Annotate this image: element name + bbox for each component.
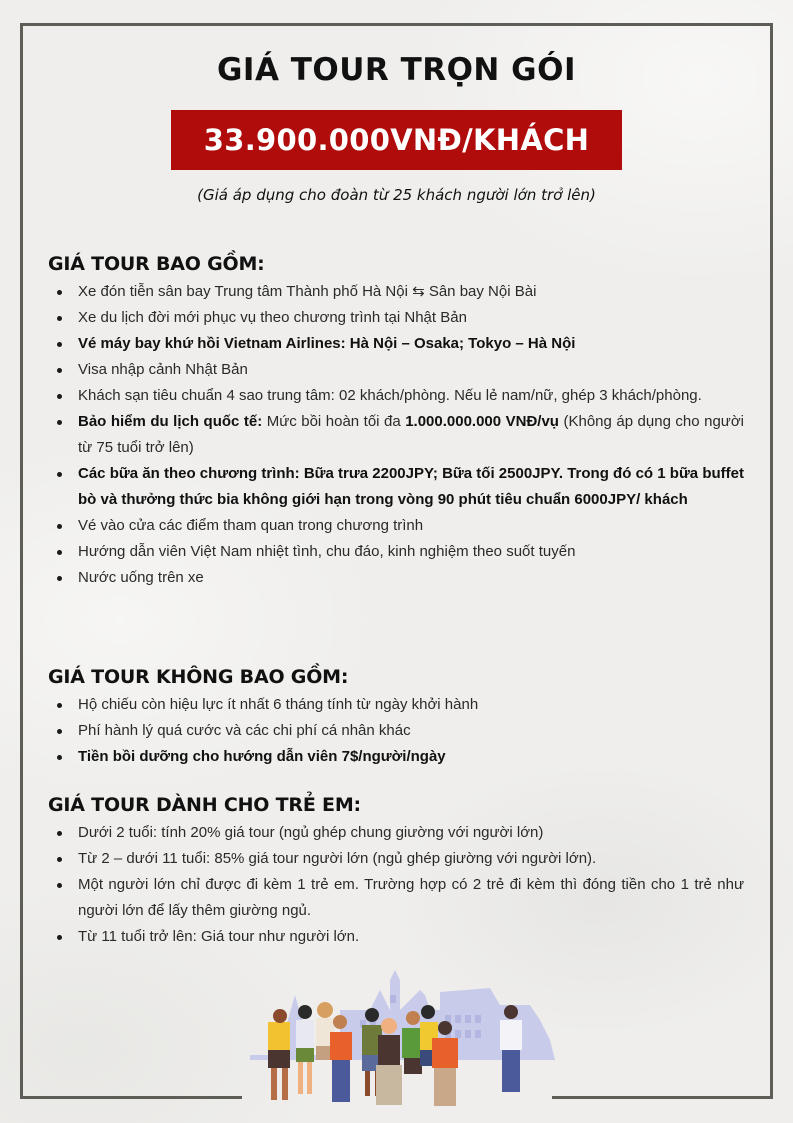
list-item (48, 409, 744, 461)
bullet-icon (57, 316, 62, 321)
bullet-icon (57, 576, 62, 581)
list-item (48, 279, 744, 305)
tour-group-illustration (240, 960, 560, 1110)
list-item (48, 692, 744, 718)
item-text: Dưới 2 tuổi: tính 20% giá tour (ngủ ghép chung giường với người lớn) (78, 824, 544, 841)
included-list (48, 279, 744, 591)
bullet-icon (57, 550, 62, 555)
frame-border-right (770, 23, 773, 1099)
bullet-icon (57, 394, 62, 399)
page-title: GIÁ TOUR TRỌN GÓI (216, 52, 577, 88)
bullet-icon (57, 472, 62, 477)
list-item (48, 565, 744, 591)
item-text: Nước uống trên xe (78, 569, 204, 586)
item-text: Từ 2 – dưới 11 tuổi: 85% giá tour người lớn (ngủ ghép giường với người lớn). (78, 850, 597, 867)
bullet-icon (57, 831, 62, 836)
bullet-icon (57, 729, 62, 734)
list-item (48, 331, 744, 357)
frame-border-left (20, 23, 23, 1099)
list-item (48, 383, 744, 409)
bullet-icon (57, 420, 62, 425)
list-item (48, 305, 744, 331)
bullet-icon (57, 290, 62, 295)
children-heading: GIÁ TOUR DÀNH CHO TRẺ EM: (48, 794, 361, 816)
item-text: Một người lớn chỉ được đi kèm 1 trẻ em. Trường hợp có 2 trẻ đi kèm thì đóng tiền cho 1 trẻ như người lớn để lấy thêm giường ngủ. (78, 876, 744, 919)
list-item (48, 924, 744, 950)
bullet-icon (57, 755, 62, 760)
item-text: Vé vào cửa các điểm tham quan trong chương trình (78, 517, 424, 534)
item-text-bold: Tiền bồi dưỡng cho hướng dẫn viên 7$/người/ngày (78, 748, 446, 765)
list-item (48, 718, 744, 744)
item-text-bold: Vé máy bay khứ hồi Vietnam Airlines: Hà Nội – Osaka; Tokyo – Hà Nội (78, 335, 576, 352)
bullet-icon (57, 368, 62, 373)
list-item (48, 513, 744, 539)
bullet-icon (57, 703, 62, 708)
list-item (48, 461, 744, 513)
item-text-bold: 1.000.000.000 VNĐ/vụ (405, 413, 559, 430)
item-text: Xe du lịch đời mới phục vụ theo chương trình tại Nhật Bản (78, 309, 467, 326)
list-item (48, 357, 744, 383)
item-text: (Không áp dụng cho người từ 75 tuổi trở lên) (78, 413, 744, 456)
item-text-bold: Các bữa ăn theo chương trình: Bữa trưa 2200JPY; Bữa tối 2500JPY. Trong đó có 1 bữa buffet bò và thưởng thức bia không giới hạn trong vòng 90 phút tiêu chuẩn 6000JPY/ khách (78, 465, 744, 508)
included-section (48, 251, 744, 591)
excluded-list (48, 692, 744, 770)
item-text: Xe đón tiễn sân bay Trung tâm Thành phố Hà Nội ⇆ Sân bay Nội Bài (78, 283, 537, 300)
list-item (48, 820, 744, 846)
tour-group-icon (240, 960, 560, 1110)
excluded-section (48, 664, 744, 770)
price-banner (171, 110, 622, 170)
bullet-icon (57, 524, 62, 529)
bullet-icon (57, 857, 62, 862)
frame-border-bottom-right (552, 1096, 773, 1099)
included-heading: GIÁ TOUR BAO GỒM: (48, 253, 265, 275)
list-item (48, 846, 744, 872)
price-value: 33.900.000VNĐ/KHÁCH (203, 123, 590, 157)
item-text: Visa nhập cảnh Nhật Bản (78, 361, 248, 378)
price-note: (Giá áp dụng cho đoàn từ 25 khách người lớn trở lên) (197, 186, 596, 204)
list-item (48, 539, 744, 565)
item-text: Khách sạn tiêu chuẩn 4 sao trung tâm: 02 khách/phòng. Nếu lẻ nam/nữ, ghép 3 khách/phòng. (78, 387, 702, 404)
excluded-heading: GIÁ TOUR KHÔNG BAO GỒM: (48, 666, 349, 688)
frame-border-bottom-left (20, 1096, 242, 1099)
children-list (48, 820, 744, 950)
list-item (48, 744, 744, 770)
item-text-bold: Bảo hiểm du lịch quốc tế: (78, 413, 263, 430)
bullet-icon (57, 342, 62, 347)
item-text: Phí hành lý quá cước và các chi phí cá nhân khác (78, 722, 411, 739)
item-text: Hộ chiếu còn hiệu lực ít nhất 6 tháng tính từ ngày khởi hành (78, 696, 479, 713)
bullet-icon (57, 935, 62, 940)
bullet-icon (57, 883, 62, 888)
item-text: Mức bồi hoàn tối đa (262, 413, 406, 430)
frame-border-top (20, 23, 773, 26)
list-item (48, 872, 744, 924)
children-section (48, 792, 744, 950)
item-text: Từ 11 tuổi trở lên: Giá tour như người lớn. (78, 928, 360, 945)
item-text: Hướng dẫn viên Việt Nam nhiệt tình, chu đáo, kinh nghiệm theo suốt tuyến (78, 543, 576, 560)
